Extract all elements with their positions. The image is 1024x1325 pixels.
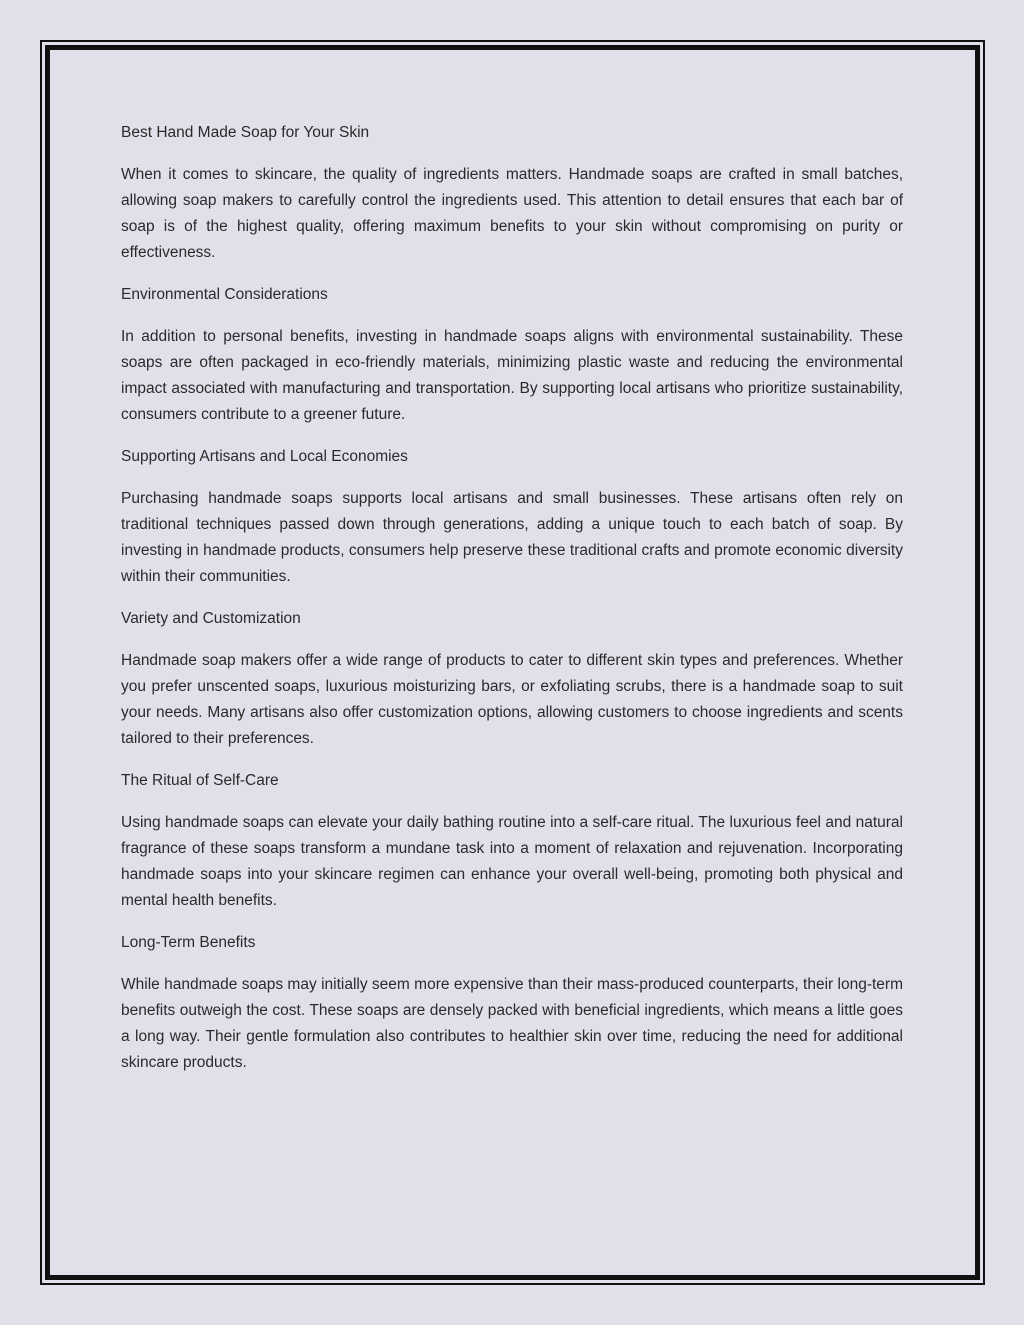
section-supporting-artisans xyxy=(121,444,903,590)
section-long-term-benefits xyxy=(121,930,903,1076)
section-paragraph: Using handmade soaps can elevate your daily bathing routine into a self-care ritual. The luxurious feel and natural fragrance of these soaps transform a mundane task into a moment of relaxation and rejuvenation. Incorporating handmade soaps into your skincare regimen can enhance your overall well-being, promoting both physical and mental health benefits. xyxy=(121,814,903,909)
section-paragraph: While handmade soaps may initially seem more expensive than their mass-produced counterparts, their long-term benefits outweigh the cost. These soaps are densely packed with beneficial ingredients, which means a little goes a long way. Their gentle formulation also contributes to healthier skin over time, reducing the need for additional skincare products. xyxy=(121,976,903,1071)
section-paragraph: When it comes to skincare, the quality of ingredients matters. Handmade soaps are crafted in small batches, allowing soap makers to carefully control the ingredients used. This attention to detail ensures that each bar of soap is of the highest quality, offering maximum benefits to your skin without compromising on purity or effectiveness. xyxy=(121,166,903,261)
section-heading: Variety and Customization xyxy=(121,610,301,627)
section-heading: The Ritual of Self-Care xyxy=(121,772,279,789)
section-environmental-considerations xyxy=(121,282,903,428)
section-heading: Best Hand Made Soap for Your Skin xyxy=(121,124,370,141)
section-heading: Supporting Artisans and Local Economies xyxy=(121,448,408,465)
section-paragraph: Handmade soap makers offer a wide range of products to cater to different skin types and preferences. Whether you prefer unscented soaps, luxurious moisturizing bars, or exfoliating scrubs, there is a handmade soap to suit your needs. Many artisans also offer customization options, allowing customers to choose ingredients and scents tailored to their preferences. xyxy=(121,652,903,747)
document-body xyxy=(121,120,903,1092)
section-heading: Environmental Considerations xyxy=(121,286,328,303)
section-variety-customization xyxy=(121,606,903,752)
section-ritual-of-self-care xyxy=(121,768,903,914)
section-heading: Long-Term Benefits xyxy=(121,934,256,951)
section-paragraph: Purchasing handmade soaps supports local artisans and small businesses. These artisans often rely on traditional techniques passed down through generations, adding a unique touch to each batch of soap. By investing in handmade products, consumers help preserve these traditional crafts and promote economic diversity within their communities. xyxy=(121,490,903,585)
section-best-hand-made-soap xyxy=(121,120,903,266)
section-paragraph: In addition to personal benefits, investing in handmade soaps aligns with environmental sustainability. These soaps are often packaged in eco-friendly materials, minimizing plastic waste and reducing the environmental impact associated with manufacturing and transportation. By supporting local artisans who prioritize sustainability, consumers contribute to a greener future. xyxy=(121,328,903,423)
